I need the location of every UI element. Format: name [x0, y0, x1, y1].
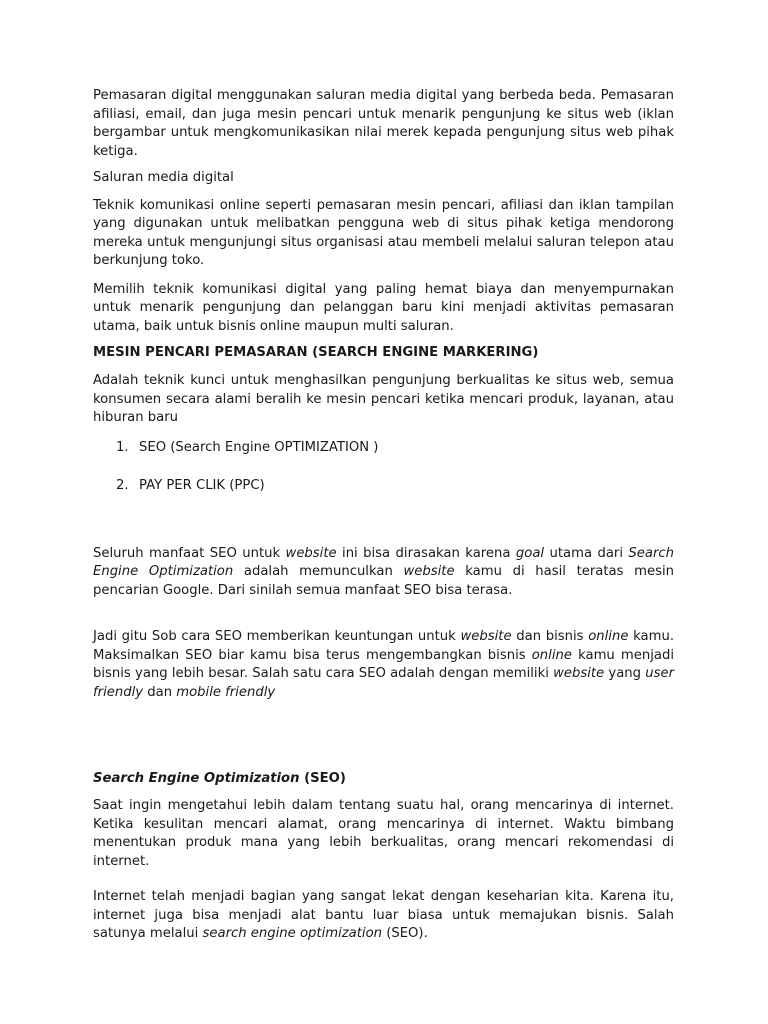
document-page — [93, 87, 674, 944]
paragraph-seo-search: Saat ingin mengetahui lebih dalam tentang suatu hal, orang mencarinya di internet. Ketika kesulitan mencari alamat, orang mencarinya di internet. Waktu bimbang menentukan produk mana yang lebih berkualitas, orang mencari rekomendasi di internet. — [93, 798, 674, 869]
list-item — [93, 477, 674, 495]
paragraph-subtitle-channels: Saluran media digital — [93, 170, 234, 185]
list-text: SEO (Search Engine OPTIMIZATION ) — [139, 439, 379, 455]
list-item — [93, 439, 674, 457]
heading-sem: MESIN PENCARI PEMASARAN (SEARCH ENGINE MARKERING) — [93, 345, 539, 360]
paragraph-seo-benefits: Seluruh manfaat SEO untuk website ini bisa dirasakan karena goal utama dari Search Engine Optimization adalah memunculkan website kamu di hasil teratas mesin pencarian Google. Dari sinilah semua manfaat SEO bisa terasa. — [93, 545, 675, 598]
numbered-list — [93, 439, 674, 495]
list-number: 2. — [116, 477, 129, 493]
list-text: PAY PER CLIK (PPC) — [139, 477, 265, 493]
list-number: 1. — [116, 439, 129, 455]
paragraph-intro: Pemasaran digital menggunakan saluran media digital yang berbeda beda. Pemasaran afiliasi, email, dan juga mesin pencari untuk menarik pengunjung ke situs web (iklan bergambar untuk mengkomunikasikan nilai merek kepada pengunjung situs web pihak ketiga. — [93, 88, 674, 159]
paragraph-sem-definition: Adalah teknik kunci untuk menghasilkan pengunjung berkualitas ke situs web, semua konsumen secara alami beralih ke mesin pencari ketika mencari produk, layanan, atau hiburan baru — [93, 373, 674, 425]
paragraph-techniques: Teknik komunikasi online seperti pemasaran mesin pencari, afiliasi dan iklan tampilan yang digunakan untuk melibatkan pengguna web di situs pihak ketiga mendorong mereka untuk mengunjungi situs organisasi atau membeli melalui saluran telepon atau berkunjung toko. — [93, 197, 674, 268]
paragraph-choosing: Memilih teknik komunikasi digital yang paling hemat biaya dan menyempurnakan untuk menarik pengunjung dan pelanggan baru kini menjadi aktivitas pemasaran utama, baik untuk bisnis online maupun multi saluran. — [93, 281, 674, 334]
paragraph-internet: Internet telah menjadi bagian yang sangat lekat dengan keseharian kita. Karena itu, internet juga bisa menjadi alat bantu luar biasa untuk memajukan bisnis. Salah satunya melalui search engine optimization (SEO). — [93, 889, 674, 941]
paragraph-seo-tips: Jadi gitu Sob cara SEO memberikan keuntungan untuk website dan bisnis online kamu. Maksimalkan SEO biar kamu bisa terus mengembangkan bisnis online kamu menjadi bisnis yang lebih besar. Salah satu cara SEO adalah dengan memiliki website yang user friendly dan mobile friendly — [93, 629, 675, 700]
heading-seo: Search Engine Optimization (SEO) — [93, 771, 346, 786]
